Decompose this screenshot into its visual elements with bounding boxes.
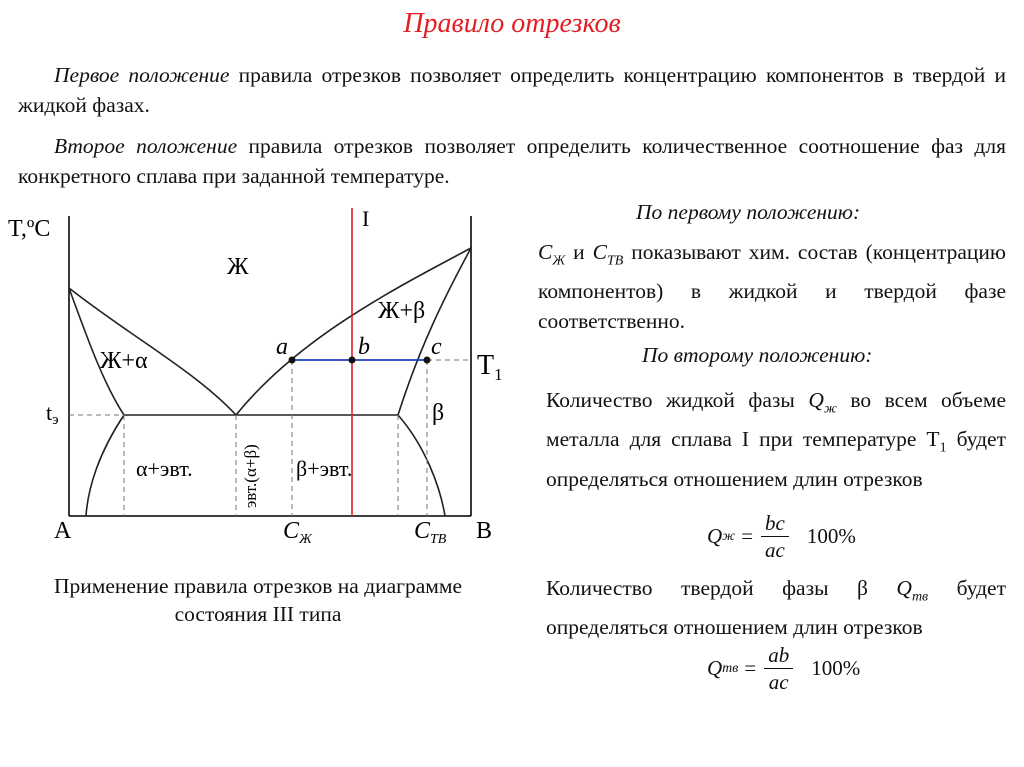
label-c-zh: $С_Ж$ bbox=[283, 518, 312, 547]
first-position-explanation-text: показывают хим. состав (концентрацию компонентов) в жидкой и твердой фазе соответственно. bbox=[538, 240, 1006, 334]
c-tv-subscript: ТВ bbox=[606, 253, 624, 269]
c-tv-symbol: С bbox=[592, 240, 607, 264]
q-tv-symbol: Q bbox=[896, 576, 912, 600]
formula-liquid-num: bc bbox=[761, 510, 789, 537]
point-a-marker bbox=[289, 357, 296, 364]
label-c-tv: $С_{ТВ}$ bbox=[414, 518, 447, 547]
c-zh-symbol: С bbox=[538, 240, 553, 264]
region-alpha-evt: α+эвт. bbox=[136, 456, 193, 481]
formula-solid-pct: 100% bbox=[811, 656, 861, 680]
solid-text-b: будет определяться отношением длин отрезков bbox=[546, 576, 1006, 640]
label-t1: $T_1$ bbox=[477, 350, 503, 384]
heading-first-position: По первому положению: bbox=[636, 200, 861, 224]
first-position-explanation bbox=[538, 237, 1006, 336]
phase-diagram bbox=[0, 196, 520, 566]
formula-liquid-den: ac bbox=[765, 538, 785, 562]
formula-liquid-eq: = bbox=[741, 524, 754, 548]
q-zh-symbol: Q bbox=[808, 388, 824, 412]
region-l-alpha: Ж+α bbox=[100, 348, 148, 374]
formula-solid-lhs: Q bbox=[707, 656, 723, 680]
paragraph-second-position bbox=[18, 131, 1006, 191]
point-b-marker bbox=[349, 357, 356, 364]
formula-solid bbox=[707, 642, 860, 695]
region-eutectic: эвт.(α+β) bbox=[241, 444, 260, 508]
y-axis-label: T,ºC bbox=[8, 216, 51, 242]
label-a-component: A bbox=[54, 518, 72, 544]
liquidus-right bbox=[236, 248, 471, 415]
solid-text-a: Количество твердой фазы β bbox=[546, 576, 897, 600]
and-text: и bbox=[565, 240, 593, 264]
formula-solid-fraction bbox=[764, 642, 793, 695]
liquidus-left bbox=[69, 288, 236, 415]
liquid-text-c: будет определяться отношением длин отрезков bbox=[546, 427, 1006, 491]
q-zh-subscript: ж bbox=[823, 401, 837, 417]
label-b-component: B bbox=[476, 518, 493, 544]
first-position-text: правила отрезков позволяет определить концентрацию компонентов в твердой и жидкой фазах. bbox=[18, 63, 1006, 117]
region-l-beta: Ж+β bbox=[378, 298, 426, 324]
formula-solid-eq: = bbox=[744, 656, 757, 680]
region-beta: β bbox=[432, 400, 445, 426]
alloy-label: I bbox=[362, 206, 370, 231]
heading-second-position: По второму положению: bbox=[642, 343, 873, 367]
region-liquid: Ж bbox=[227, 254, 249, 280]
region-beta-evt: β+эвт. bbox=[296, 456, 353, 481]
page-title: Правило отрезков bbox=[403, 8, 621, 39]
q-tv-subscript: тв bbox=[911, 589, 929, 605]
c-zh-subscript: Ж bbox=[552, 253, 566, 269]
formula-liquid bbox=[707, 510, 856, 563]
formula-liquid-fraction bbox=[761, 510, 789, 563]
formula-solid-den: ac bbox=[768, 670, 789, 694]
solvus-left bbox=[86, 415, 124, 516]
formula-solid-num: ab bbox=[764, 642, 793, 669]
formula-liquid-lhs: Q bbox=[707, 524, 723, 548]
formula-liquid-lhs-sub: ж bbox=[722, 528, 736, 544]
liquid-text-b: во всем объеме металла для сплава I при температуре Т bbox=[546, 388, 1006, 452]
solid-phase-explanation bbox=[546, 573, 1006, 642]
solidus-right bbox=[398, 248, 471, 415]
label-te: tэ bbox=[46, 400, 59, 428]
point-c-marker bbox=[424, 357, 431, 364]
point-c-label: c bbox=[431, 334, 442, 360]
diagram-caption: Применение правила отрезков на диаграмме состояния III типа bbox=[53, 574, 463, 626]
second-position-lead: Второе положение bbox=[54, 134, 238, 158]
formula-liquid-pct: 100% bbox=[806, 524, 856, 548]
point-b-label: b bbox=[358, 334, 370, 360]
formula-solid-lhs-sub: тв bbox=[722, 660, 739, 676]
liquid-text-a: Количество жидкой фазы bbox=[546, 388, 809, 412]
first-position-lead: Первое положение bbox=[54, 63, 230, 87]
solvus-right bbox=[398, 415, 445, 516]
point-a-label: a bbox=[276, 334, 288, 360]
second-position-text: правила отрезков позволяет определить количественное соотношение фаз для конкретного сплава при заданной температуре. bbox=[18, 134, 1006, 188]
t1-subscript: 1 bbox=[939, 440, 947, 456]
liquid-phase-explanation bbox=[546, 385, 1006, 494]
paragraph-first-position bbox=[18, 60, 1006, 120]
